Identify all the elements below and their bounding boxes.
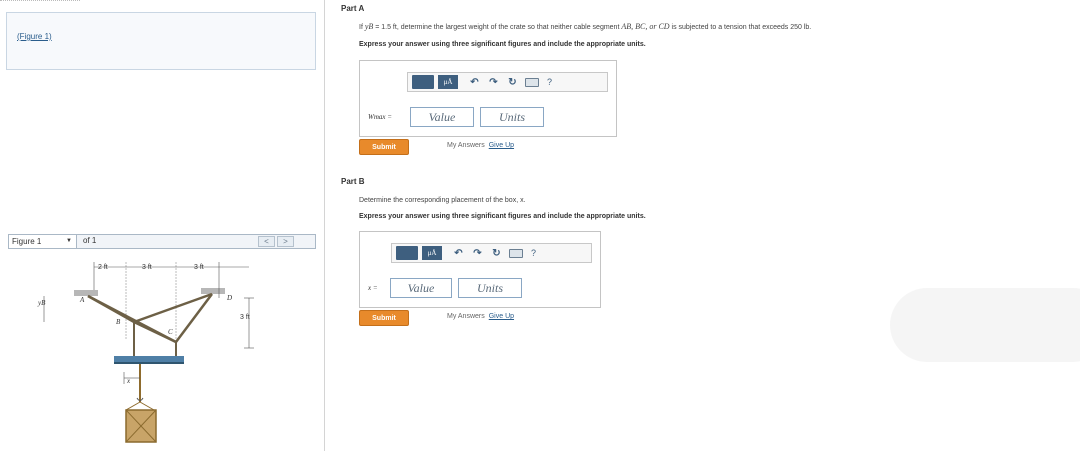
dim-label-3: 3 ft bbox=[194, 264, 204, 271]
part-a-title: Part A bbox=[341, 4, 365, 13]
figure-link[interactable]: (Figure 1) bbox=[17, 32, 52, 41]
keyboard-icon[interactable] bbox=[525, 78, 539, 87]
value-input[interactable]: Value bbox=[390, 278, 452, 298]
cable-ac bbox=[88, 296, 176, 342]
redo-icon[interactable]: ↷ bbox=[489, 76, 498, 88]
beam bbox=[114, 356, 184, 362]
part-b-instruction: Express your answer using three significant figures and include the appropriate units. bbox=[359, 213, 646, 220]
part-b-answer-box bbox=[359, 231, 601, 308]
my-answers-link[interactable]: My Answers bbox=[447, 142, 485, 149]
figure-image bbox=[36, 252, 272, 450]
wmax-label: Wmax = bbox=[368, 113, 392, 121]
part-b-toolbar bbox=[391, 243, 592, 263]
units-button[interactable]: μÅ bbox=[422, 246, 442, 260]
my-answers-link[interactable]: My Answers bbox=[447, 313, 485, 320]
part-b-submit-button[interactable]: Submit bbox=[359, 310, 409, 326]
figure-count: of 1 bbox=[83, 236, 97, 245]
blurred-area bbox=[890, 288, 1080, 362]
label-c: C bbox=[168, 328, 173, 336]
templates-button[interactable] bbox=[396, 246, 418, 260]
redo-icon[interactable]: ↷ bbox=[473, 247, 482, 259]
label-x: x bbox=[127, 377, 131, 385]
value-input[interactable]: Value bbox=[410, 107, 474, 127]
part-b-answer-links bbox=[447, 313, 514, 320]
figure-toolbar bbox=[8, 234, 316, 249]
undo-icon[interactable]: ↶ bbox=[470, 76, 479, 88]
x-label: x = bbox=[368, 284, 378, 292]
dim-label-1: 2 ft bbox=[98, 264, 108, 271]
give-up-link[interactable]: Give Up bbox=[488, 142, 515, 149]
part-a-answer-box bbox=[359, 60, 617, 137]
keyboard-icon[interactable] bbox=[509, 249, 523, 258]
part-a-toolbar bbox=[407, 72, 608, 92]
reset-icon[interactable]: ↻ bbox=[508, 76, 517, 88]
top-divider bbox=[0, 0, 80, 3]
next-figure-button[interactable]: > bbox=[277, 236, 294, 247]
dim-label-4: 3 ft bbox=[240, 314, 250, 321]
part-a-question: If yB = 1.5 ft, determine the largest weight of the crate so that neither cable segment AB, BC, or CD is subjected to a tension that exceeds 250 lb. bbox=[359, 22, 812, 31]
part-b-title: Part B bbox=[341, 177, 365, 186]
label-a: A bbox=[80, 296, 85, 304]
part-a-answer-links bbox=[447, 142, 514, 149]
reset-icon[interactable]: ↻ bbox=[492, 247, 501, 259]
support-d bbox=[201, 288, 225, 294]
label-yb: yB bbox=[38, 299, 46, 307]
help-icon[interactable]: ? bbox=[547, 77, 553, 87]
column-divider bbox=[324, 0, 325, 451]
undo-icon[interactable]: ↶ bbox=[454, 247, 463, 259]
templates-button[interactable] bbox=[412, 75, 434, 89]
units-button[interactable]: μÅ bbox=[438, 75, 458, 89]
figure-link-panel bbox=[6, 12, 316, 70]
help-icon[interactable]: ? bbox=[531, 248, 537, 258]
units-input[interactable]: Units bbox=[458, 278, 522, 298]
cable-diagram bbox=[36, 252, 272, 450]
chevron-down-icon[interactable]: ▼ bbox=[66, 238, 72, 244]
part-a-submit-button[interactable]: Submit bbox=[359, 139, 409, 155]
figure-select-value: Figure 1 bbox=[12, 237, 42, 246]
support-a bbox=[74, 290, 98, 296]
dim-label-2: 3 ft bbox=[142, 264, 152, 271]
label-b: B bbox=[116, 318, 121, 326]
give-up-link[interactable]: Give Up bbox=[488, 313, 515, 320]
label-d: D bbox=[227, 294, 233, 302]
prev-figure-button[interactable]: < bbox=[258, 236, 275, 247]
part-b-question: Determine the corresponding placement of the box, x. bbox=[359, 197, 526, 204]
part-a-instruction: Express your answer using three significant figures and include the appropriate units. bbox=[359, 41, 646, 48]
units-input[interactable]: Units bbox=[480, 107, 544, 127]
